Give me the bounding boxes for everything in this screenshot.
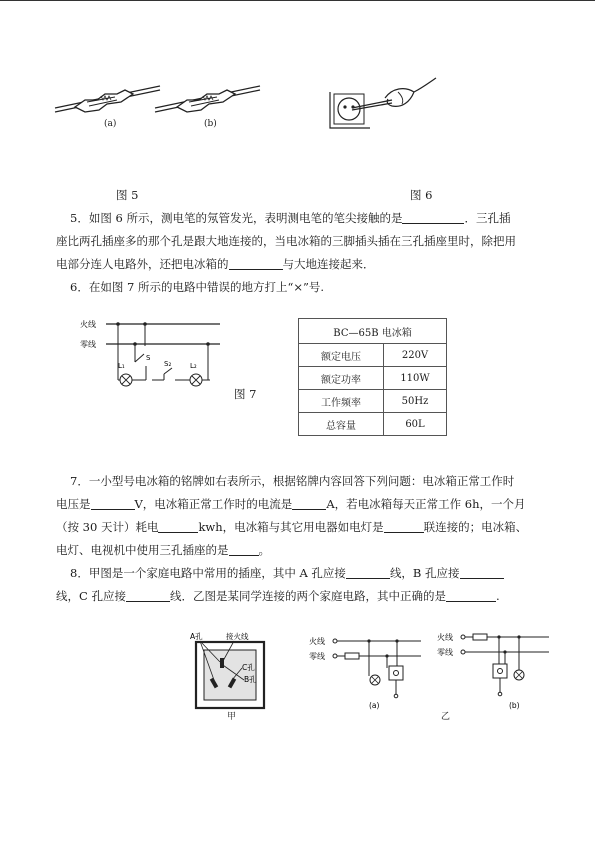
nameplate-value: 60L: [384, 413, 447, 436]
q8-line-1-b: 线，B 孔应接: [389, 566, 460, 580]
q7-line-4: [56, 542, 270, 558]
yi-circuit-a-diagram: [309, 632, 424, 712]
q5-line-2: 座比两孔插座多的那个孔是跟大地连接的，当电冰箱的三脚插头插在三孔插座里时，除把用: [56, 234, 516, 248]
q5-line-3: [56, 256, 375, 272]
fig5-a-label: (a): [104, 119, 117, 129]
fig7-caption: 图 7: [234, 387, 257, 401]
q5-line-3-b: 与大地连接起来．: [282, 257, 375, 271]
fridge-nameplate-table: [298, 318, 447, 436]
yi-b-live-label: 火线: [437, 633, 453, 642]
fig5-plug-a-illustration: [55, 82, 160, 120]
yi-b-neutral-label: 零线: [437, 648, 453, 657]
jia-hole-c-label: C孔: [242, 663, 255, 672]
q5-line-1: [70, 210, 510, 226]
fig6-caption: 图 6: [410, 188, 433, 202]
nameplate-row: [299, 390, 447, 413]
q8-line-1: [70, 565, 504, 581]
nameplate-value: 50Hz: [384, 390, 447, 413]
nameplate-row: [299, 367, 447, 390]
q7-line-2-c: A，若电冰箱每天正常工作 6h，一个月: [326, 497, 526, 511]
q7-line-4-b: 。: [258, 543, 270, 557]
q6-text: 6．在如图 7 所示的电路中错误的地方打上“×”号.: [70, 280, 324, 294]
page-top-rule: [0, 0, 595, 1]
q7-line-3-c: 联连接的；电冰箱、: [423, 520, 528, 534]
fig7-neutral-label: 零线: [80, 340, 96, 349]
q7-line-3-b: kwh，电冰箱与其它用电器如电灯是: [198, 520, 384, 534]
jia-socket-illustration: [190, 628, 270, 720]
q5-line-3-a: 电部分连人电路外，还把电冰箱的: [56, 257, 229, 271]
yi-a-label: (a): [369, 701, 380, 710]
q7-blank-three-hole[interactable]: [229, 543, 259, 556]
yi-caption: 乙: [441, 712, 451, 722]
nameplate-title-row: [299, 319, 447, 344]
fig7-live-label: 火线: [80, 320, 96, 329]
nameplate-title: BC—65B 电冰箱: [299, 319, 447, 344]
q7-line-4-a: 电灯、电视机中使用三孔插座的是: [56, 543, 229, 557]
q7-blank-connection[interactable]: [384, 520, 424, 533]
nameplate-value: 110W: [384, 367, 447, 390]
q5-blank-2[interactable]: [229, 257, 283, 270]
q8-blank-c-hole[interactable]: [126, 589, 170, 602]
q5-blank-1[interactable]: [402, 211, 464, 224]
fig7-s2-label: S₂: [164, 360, 172, 368]
q8-blank-b-hole[interactable]: [460, 566, 504, 579]
jia-hole-b-label: B孔: [244, 675, 257, 684]
nameplate-label: 工作频率: [299, 390, 384, 413]
fig5-caption: 图 5: [116, 188, 139, 202]
q7-blank-energy[interactable]: [158, 520, 198, 533]
fig7-s-label: S: [146, 354, 151, 362]
q7-line-1: 7．一小型号电冰箱的铭牌如右表所示，根据铭牌内容回答下列问题：电冰箱正常工作时: [70, 474, 515, 488]
q8-line-2-c: .: [495, 589, 500, 603]
fig7-l2-label: L₂: [190, 362, 197, 370]
jia-caption: 甲: [227, 712, 237, 722]
q7-blank-current[interactable]: [292, 497, 326, 510]
q7-blank-voltage[interactable]: [91, 497, 135, 510]
nameplate-label: 总容量: [299, 413, 384, 436]
nameplate-row: [299, 344, 447, 367]
q8-line-2-a: 线，C 孔应接: [56, 589, 126, 603]
nameplate-label: 额定电压: [299, 344, 384, 367]
yi-a-live-label: 火线: [309, 637, 325, 646]
q7-line-2: [56, 496, 526, 512]
nameplate-row: [299, 413, 447, 436]
q8-line-1-a: 8．甲图是一个家庭电路中常用的插座，其中 A 孔应接: [70, 566, 346, 580]
nameplate-label: 额定功率: [299, 367, 384, 390]
yi-circuit-b-diagram: [437, 632, 552, 712]
jia-hole-a-label: A孔: [190, 632, 203, 641]
fig5-plug-b-illustration: [155, 82, 260, 120]
q7-line-2-a: 电压是: [56, 497, 91, 511]
q8-line-2: [56, 588, 500, 604]
fig7-circuit-diagram: [80, 316, 230, 388]
jia-live-pick-label: 接火线: [226, 632, 249, 641]
q8-line-2-b: 线．乙图是某同学连接的两个家庭电路，其中正确的是: [169, 589, 446, 603]
q5-line-1-b: ．三孔插: [464, 211, 511, 225]
yi-b-label: (b): [509, 701, 520, 710]
q7-line-3-a: （按 30 天计）耗电: [56, 520, 159, 534]
q7-line-2-b: V，电冰箱正常工作时的电流是: [134, 497, 293, 511]
fig7-l1-label: L₁: [118, 362, 125, 370]
q7-line-3: [56, 519, 527, 535]
q8-blank-correct-circuit[interactable]: [446, 589, 496, 602]
fig5-b-label: (b): [204, 119, 217, 129]
yi-a-neutral-label: 零线: [309, 652, 325, 661]
fig6-tester-illustration: [330, 78, 438, 130]
q5-line-1-a: 5．如图 6 所示，测电笔的氖管发光，表明测电笔的笔尖接触的是: [70, 211, 403, 225]
nameplate-value: 220V: [384, 344, 447, 367]
q8-blank-a-hole[interactable]: [346, 566, 390, 579]
